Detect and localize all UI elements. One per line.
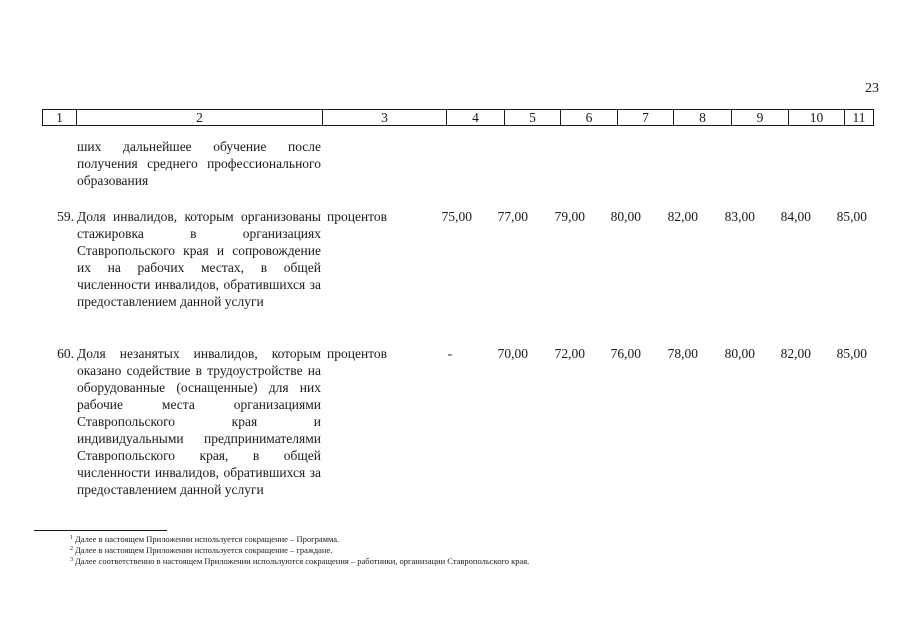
footnote-mark: 1 [70,535,73,541]
footnote-separator [34,530,167,531]
footnote-text: Далее в настоящем Приложении используется сокращение – граждане. [75,545,333,555]
row-value-col-7: 76,00 [610,346,641,361]
footnote-1 [70,534,529,545]
row-number: 60. [57,346,74,361]
table-header-row [42,109,874,126]
row-value-col-11: 85,00 [836,209,867,224]
row-description: Доля незанятых инвалидов, которым оказано содействие в трудоустройстве на оборудованные (оснащенные) для них рабочие места организациями Ставропольского края и индивидуальными предпринимателями Ставропольского края, в общей численности инвалидов, обратившихся за предоставлением данной услуги [77,346,321,497]
footnote-mark: 2 [70,546,73,552]
footnotes [70,534,529,567]
row-value-col-5: 77,00 [497,209,528,224]
footnote-2 [70,545,529,556]
header-col-10: 10 [789,110,845,125]
row-value-col-4: 75,00 [441,209,472,224]
row-value-col-11: 85,00 [836,346,867,361]
page-number: 23 [865,81,879,96]
header-col-6: 6 [561,110,618,125]
row-unit: процентов [327,346,388,361]
row-value-col-6: 72,00 [554,346,585,361]
row-value-col-9: 83,00 [724,209,755,224]
continuation-text: ших дальнейшее обучение после получения среднего профессионального образования [77,139,321,188]
header-col-4: 4 [447,110,505,125]
row-value-col-4: - [447,346,453,361]
header-col-8: 8 [674,110,732,125]
footnote-text: Далее в настоящем Приложении используется сокращение – Программа. [75,534,340,544]
row-unit: процентов [327,209,388,224]
header-col-1: 1 [43,110,77,125]
row-value-col-6: 79,00 [554,209,585,224]
header-col-3: 3 [323,110,447,125]
row-value-col-8: 78,00 [667,346,698,361]
footnote-text: Далее соответственно в настоящем Приложении используются сокращения – работники, организации Ставропольского края. [75,556,530,566]
header-col-5: 5 [505,110,561,125]
row-value-col-5: 70,00 [497,346,528,361]
header-col-9: 9 [732,110,789,125]
row-description: Доля инвалидов, которым организованы стажировка в организациях Ставропольского края и сопровождение их на рабочих местах, в общей численности инвалидов, обратившихся за предоставлением данной услуги [77,209,321,309]
row-number: 59. [57,209,74,224]
row-value-col-9: 80,00 [724,346,755,361]
footnote-3 [70,556,529,567]
header-col-2: 2 [77,110,323,125]
row-value-col-10: 84,00 [780,209,811,224]
footnote-mark: 3 [70,557,73,563]
header-col-7: 7 [618,110,674,125]
row-value-col-10: 82,00 [780,346,811,361]
row-value-col-7: 80,00 [610,209,641,224]
header-col-11: 11 [852,110,866,125]
row-value-col-8: 82,00 [667,209,698,224]
